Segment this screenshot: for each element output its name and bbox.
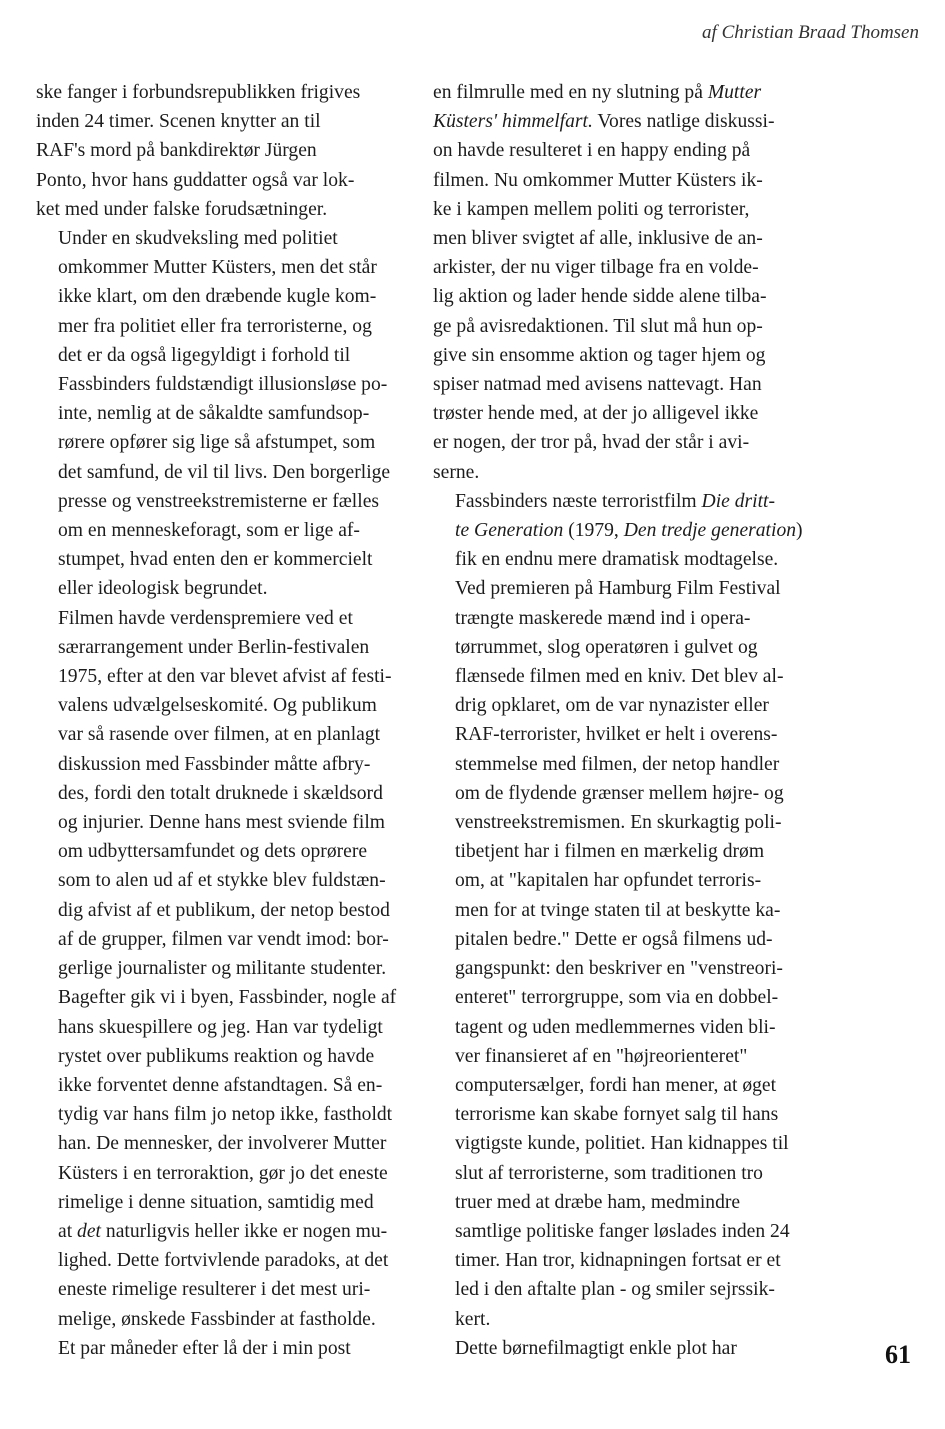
text-line: lighed. Dette fortvivlende paradoks, at det bbox=[58, 1250, 389, 1272]
text-line: diskussion med Fassbinder måtte afbry- bbox=[58, 753, 371, 775]
text-line: spiser natmad med avisens nattevagt. Han bbox=[433, 374, 762, 396]
text-line: kert. bbox=[455, 1308, 491, 1330]
text-run: naturligvis heller ikke er nogen mu- bbox=[105, 1220, 388, 1242]
text-line: samtlige politiske fanger løslades inden 24 bbox=[455, 1220, 790, 1242]
text-run: (1979, bbox=[568, 520, 619, 542]
text-line: af de grupper, filmen var vendt imod: bor- bbox=[58, 928, 389, 950]
text-line: dig afvist af et publikum, der netop bestod bbox=[58, 899, 390, 921]
text-run: Vores natlige diskussi- bbox=[597, 111, 775, 133]
text-line: rimelige i denne situation, samtidig med bbox=[58, 1191, 374, 1213]
text-line: inden 24 timer. Scenen knytter an til bbox=[36, 111, 321, 133]
text-line: ver finansieret af en "højreorienteret" bbox=[455, 1045, 748, 1067]
paragraph bbox=[433, 1334, 793, 1363]
text-line: hans skuespillere og jeg. Han var tydeligt bbox=[58, 1016, 383, 1038]
italic-text: det bbox=[77, 1220, 101, 1242]
text-line: on havde resulteret i en happy ending på bbox=[433, 140, 751, 162]
text-line: særarrangement under Berlin-festivalen bbox=[58, 636, 370, 658]
text-run: at bbox=[58, 1220, 73, 1242]
paragraph bbox=[433, 78, 793, 487]
film-title: Mutter bbox=[707, 82, 762, 103]
text-line: gangspunkt: den beskriver en "venstreori- bbox=[455, 958, 783, 980]
text-line: trængte maskerede mænd ind i opera- bbox=[455, 607, 751, 629]
text-line: rystet over publikums reaktion og havde bbox=[58, 1045, 375, 1067]
text-line: timer. Han tror, kidnapningen fortsat er et bbox=[455, 1250, 781, 1272]
text-line: tørrummet, slog operatøren i gulvet og bbox=[455, 636, 758, 658]
text-line: lig aktion og lader hende sidde alene tilba- bbox=[433, 286, 767, 308]
text-line bbox=[36, 1217, 396, 1246]
text-run: Fassbinders næste terroristfilm bbox=[455, 490, 697, 512]
text-line: des, fordi den totalt druknede i skældsord bbox=[58, 782, 383, 804]
text-line: Fassbinders fuldstændigt illusionsløse po- bbox=[58, 374, 388, 396]
text-line: han. De mennesker, der involverer Mutter bbox=[58, 1133, 387, 1155]
text-line: er nogen, der tror på, hvad der står i avi- bbox=[433, 432, 750, 454]
film-title: Die dritt- bbox=[701, 490, 776, 512]
film-title: Küsters' himmelfart. bbox=[433, 111, 593, 133]
text-line: ikke forventet denne afstandtagen. Så en- bbox=[58, 1074, 383, 1096]
text-line: som to alen ud af et stykke blev fuldstæn- bbox=[58, 870, 386, 892]
text-line: Et par måneder efter lå der i min post bbox=[58, 1337, 351, 1359]
text-line: led i den aftalte plan - og smiler sejrssik- bbox=[455, 1279, 775, 1301]
paragraph bbox=[36, 604, 396, 1334]
text-line: inte, nemlig at de såkaldte samfundsop- bbox=[58, 403, 370, 425]
text-line: enteret" terrorgruppe, som via en dobbel- bbox=[455, 987, 779, 1009]
text-line: ikke klart, om den dræbende kugle kom- bbox=[58, 286, 377, 308]
text-line: men for at tvinge staten til at beskytte ka- bbox=[455, 899, 781, 921]
text-line: RAF-terrorister, hvilket er helt i overens- bbox=[455, 724, 778, 746]
paragraph bbox=[36, 224, 396, 604]
text-line: valens udvælgelseskomité. Og publikum bbox=[58, 695, 377, 717]
text-line: arkister, der nu viger tilbage fra en volde- bbox=[433, 257, 759, 279]
text-run: ) bbox=[796, 520, 803, 542]
text-line: Under en skudveksling med politiet bbox=[58, 228, 338, 250]
text-line: presse og venstreekstremisterne er fælles bbox=[58, 490, 380, 512]
text-line: tibetjent har i filmen en mærkelig drøm bbox=[455, 841, 765, 863]
text-line: rørere opfører sig lige så afstumpet, som bbox=[58, 432, 376, 454]
text-line: mer fra politiet eller fra terroristerne, og bbox=[58, 315, 372, 337]
text-line: stumpet, hvad enten den er kommercielt bbox=[58, 549, 373, 571]
text-line: gerlige journalister og militante studenter. bbox=[58, 958, 387, 980]
text-run: en filmrulle med en ny slutning på bbox=[433, 82, 703, 103]
text-line: Ponto, hvor hans guddatter også var lok- bbox=[36, 169, 355, 191]
text-line: stemmelse med filmen, der netop handler bbox=[455, 753, 780, 775]
paragraph bbox=[433, 487, 803, 1334]
text-line: serne. bbox=[433, 461, 480, 483]
text-line: venstreekstremismen. En skurkagtig poli- bbox=[455, 812, 782, 834]
text-line: men bliver svigtet af alle, inklusive de an- bbox=[433, 228, 763, 250]
text-line: fik en endnu mere dramatisk modtagelse. bbox=[455, 549, 779, 571]
text-line: tagent og uden medlemmernes viden bli- bbox=[455, 1016, 776, 1038]
running-head: af Christian Braad Thomsen bbox=[702, 22, 919, 43]
text-line: om en menneskeforagt, som er lige af- bbox=[58, 520, 360, 542]
right-column bbox=[433, 78, 803, 1363]
text-line: ge på avisredaktionen. Til slut må hun op- bbox=[433, 315, 763, 337]
text-line: 1975, efter at den var blevet afvist af festi- bbox=[58, 666, 392, 688]
text-line: slut af terroristerne, som traditionen tro bbox=[455, 1162, 763, 1184]
text-line: om, at "kapitalen har opfundet terroris- bbox=[455, 870, 762, 892]
text-line bbox=[433, 78, 793, 107]
film-title: Den tredje generation bbox=[623, 520, 797, 542]
text-line: og injurier. Denne hans mest sviende film bbox=[58, 812, 386, 834]
text-line: eller ideologisk begrundet. bbox=[58, 578, 268, 600]
text-line: om de flydende grænser mellem højre- og bbox=[455, 782, 784, 804]
text-line: tydig var hans film jo netop ikke, fastholdt bbox=[58, 1104, 393, 1126]
paragraph bbox=[36, 78, 396, 224]
text-line: eneste rimelige resulterer i det mest uri- bbox=[58, 1279, 371, 1301]
text-line: Küsters i en terroraktion, gør jo det eneste bbox=[58, 1162, 388, 1184]
text-line: melige, ønskede Fassbinder at fastholde. bbox=[58, 1308, 376, 1330]
text-line bbox=[433, 487, 793, 516]
text-line: Ved premieren på Hamburg Film Festival bbox=[455, 578, 781, 600]
paragraph bbox=[36, 1334, 396, 1363]
text-line: Filmen havde verdenspremiere ved et bbox=[58, 607, 353, 629]
text-line: truer med at dræbe ham, medmindre bbox=[455, 1191, 741, 1213]
film-title: te Generation bbox=[455, 520, 564, 542]
page-number: 61 bbox=[885, 1340, 911, 1369]
text-line: filmen. Nu omkommer Mutter Küsters ik- bbox=[433, 169, 763, 191]
text-line: computersælger, fordi han mener, at øget bbox=[455, 1074, 777, 1096]
text-line: ke i kampen mellem politi og terrorister, bbox=[433, 198, 750, 220]
text-line: ske fanger i forbundsrepublikken frigives bbox=[36, 82, 361, 103]
text-line: ket med under falske forudsætninger. bbox=[36, 198, 328, 220]
text-line: RAF's mord på bankdirektør Jürgen bbox=[36, 140, 317, 162]
text-line: give sin ensomme aktion og tager hjem og bbox=[433, 344, 766, 366]
text-line: terrorisme kan skabe fornyet salg til hans bbox=[455, 1104, 779, 1126]
text-line: omkommer Mutter Küsters, men det står bbox=[58, 257, 377, 279]
text-line: det samfund, de vil til livs. Den borgerlige bbox=[58, 461, 391, 483]
left-column bbox=[36, 78, 396, 1363]
text-line bbox=[433, 107, 793, 136]
text-line: drig opklaret, om de var nynazister eller bbox=[455, 695, 769, 717]
text-line bbox=[433, 516, 803, 545]
text-line: trøster hende med, at der jo alligevel ikke bbox=[433, 403, 759, 425]
text-line: det er da også ligegyldigt i forhold til bbox=[58, 344, 351, 366]
text-line: pitalen bedre." Dette er også filmens ud- bbox=[455, 928, 773, 950]
text-line: var så rasende over filmen, at en planlagt bbox=[58, 724, 381, 746]
text-line: Bagefter gik vi i byen, Fassbinder, nogle af bbox=[58, 987, 397, 1009]
text-line: om udbyttersamfundet og dets oprørere bbox=[58, 841, 368, 863]
text-line: Dette børnefilmagtigt enkle plot har bbox=[455, 1337, 737, 1359]
text-line: vigtigste kunde, politiet. Han kidnappes til bbox=[455, 1133, 789, 1155]
text-line: flænsede filmen med en kniv. Det blev al- bbox=[455, 666, 784, 688]
